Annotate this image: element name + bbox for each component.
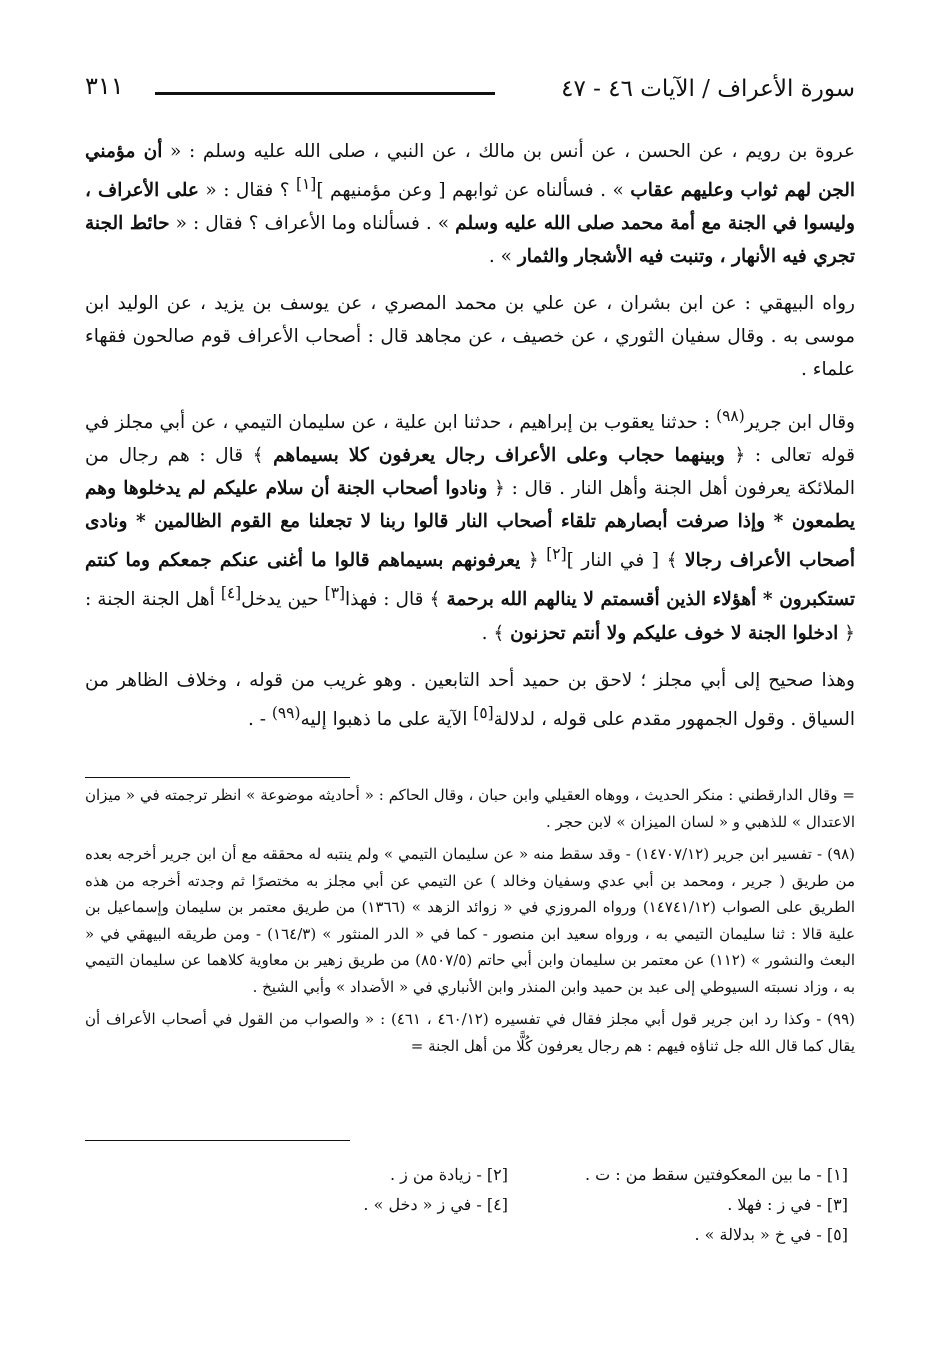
text-segment: رواه البيهقي : عن ابن بشران ، عن علي بن محمد المصري ، عن يوسف بن يزيد ، عن الوليد ابن موسى به . وقال سفيان الثوري ، عن خصيف ، عن مجاهد قال : أصحاب الأعراف قوم صالحون فقهاء علماء .: [85, 293, 855, 381]
quoted-text: ونادوا أصحاب الجنة أن سلام عليكم لم يدخلوها وهم يطمعون * وإذا صرفت أبصارهم تلقاء أصحاب النار قالوا ربنا لا تجعلنا مع القوم الظالمين * ونادى أصحاب الأعراف رجالا: [85, 478, 855, 572]
quoted-text: على الأعراف ، وليسوا في الجنة مع أمة محمد صلى الله عليه وسلم: [85, 180, 855, 235]
variant-row: [88, 1190, 848, 1220]
footnote-marker: [١]: [296, 175, 317, 193]
text-segment: » .: [488, 246, 518, 268]
text-segment: ﴾ قال : فهذا: [344, 589, 447, 611]
text-segment: » . فسألناه وما الأعراف ؟ فقال : «: [169, 213, 456, 235]
paragraph: [85, 400, 855, 649]
running-title: سورة الأعراف / الآيات ٤٦ - ٤٧: [561, 76, 855, 102]
text-segment: ﴾ قال : هم رجال من الملائكة يعرفون أهل الجنة وأهل النار . قال : ﴿: [85, 445, 856, 500]
footnote-marker: [٣]: [324, 584, 345, 603]
text-segment: حين يدخل: [241, 589, 325, 611]
paragraph: [85, 287, 855, 386]
text-segment: ﴿: [520, 550, 547, 572]
footnote-98: (٩٨) - تفسير ابن جرير (١٤٧٠٧/١٢) - وقد سقط منه « عن سليمان التيمي » ولم ينتبه له محققه مع أن ابن جرير أخرجه بعده من طريق ( جرير ، ومحمد بن أبي عدي وسفيان وخالد ) عن التيمي عن أبي مجلز به مختصرًا ثم وجدته أخرجه من هذه الطريق على الصواب (١٤٧٤١/١٢) ورواه المروزي في « زوائد الزهد » (١٣٦٦) من طريق معتمر بن سليمان وإسماعيل بن علية قالا : ثنا سليمان التيمي به ، ورواه سعيد ابن منصور - كما في « الدر المنثور » (١٦٤/٣) - ومن طريقه البيهقي في « البعث والنشور » (١١٢) عن معتمر بن سليمان وابن أبي حاتم (٨٥٠٧/٥) من طريق زهير بن معاوية كلاهما عن سليمان التيمي به ، وزاد نسبته السيوطي إلى عبد بن حميد وابن المنذر وابن الأنباري في « الأضداد » وأبي الشيخ .: [85, 845, 856, 996]
page-number: ٣١١: [85, 72, 124, 100]
main-text: [85, 135, 855, 750]
text-segment: ﴾ .: [481, 622, 511, 644]
quoted-text: ادخلوا الجنة لا خوف عليكم ولا أنتم تحزنون: [510, 622, 839, 644]
footnote-marker: (٩٨): [716, 407, 745, 426]
text-segment: أهل الجنة الجنة : ﴿: [85, 589, 855, 644]
variant-2: [٢] - زيادة من ز .: [389, 1165, 508, 1184]
textual-variants: [88, 1160, 848, 1250]
footnote-marker: [٢]: [546, 545, 567, 564]
quoted-text: وبينهما حجاب وعلى الأعراف رجال يعرفون كلا بسيماهم: [273, 445, 725, 467]
quoted-text: أن مؤمني الجن لهم ثواب وعليهم عقاب: [85, 141, 855, 202]
footnote-separator: [85, 777, 350, 778]
text-segment: » . فسألناه عن ثوابهم [ وعن مؤمنيهم ]: [316, 180, 631, 202]
footnote-marker: (٩٩): [271, 703, 301, 722]
text-segment: ؟ فقال : «: [198, 180, 296, 202]
variant-row: [88, 1220, 848, 1250]
variants-separator: [85, 1140, 350, 1141]
quoted-text: يعرفونهم بسيماهم قالوا ما أغنى عنكم جمعكم وما كنتم تستكبرون * أهؤلاء الذين أقسمتم لا ينالهم الله برحمة: [85, 550, 855, 611]
text-segment: : حدثنا يعقوب بن إبراهيم ، حدثنا ابن علية ، عن سليمان التيمي ، عن أبي مجلز في قوله تعالى : ﴿: [85, 412, 855, 467]
variant-row: [88, 1160, 848, 1190]
footnote-continuation: = وقال الدارقطني : منكر الحديث ، ووهاه العقيلي وابن حبان ، وقال الحاكم : « أحاديثه موضوعة » انظر ترجمته في « ميزان الاعتدال » للذهبي و « لسان الميزان » لابن حجر .: [85, 786, 855, 831]
variant-5: [٥] - في خ « بدلالة » .: [694, 1225, 848, 1244]
text-segment: الآية على ما ذهبوا إليه: [300, 708, 474, 730]
header-rule: [155, 92, 495, 95]
footnote-marker: [٥]: [473, 703, 494, 722]
page-header: [85, 70, 855, 110]
text-segment: وقال ابن جرير: [744, 412, 855, 434]
text-segment: عروة بن رويم ، عن الحسن ، عن أنس بن مالك ، عن النبي ، صلى الله عليه وسلم : «: [162, 141, 855, 162]
quoted-text: حائط الجنة تجري فيه الأنهار ، وتنبت فيه الأشجار والثمار: [85, 213, 855, 268]
text-segment: ﴾ [ في النار ]: [566, 550, 686, 572]
footnote-marker: [٤]: [220, 584, 242, 603]
variant-1: [١] - ما بين المعكوفتين سقط من : ت .: [584, 1165, 848, 1184]
variant-3: [٣] - في ز : فهلا .: [727, 1195, 848, 1214]
text-segment: وهذا صحيح إلى أبي مجلز ؛ لاحق بن حميد أحد التابعين . وهو غريب من قوله ، وخلاف الظاهر من السياق . وقول الجمهور مقدم على قوله ، لدلالة: [85, 669, 855, 730]
variant-4: [٤] - في ز « دخل » .: [363, 1195, 508, 1214]
footnotes: [85, 782, 855, 1065]
paragraph: [85, 135, 855, 273]
text-segment: - .: [247, 708, 272, 730]
footnote-99: (٩٩) - وكذا رد ابن جرير قول أبي مجلز فقال في تفسيره (٤٦٠/١٢ ، ٤٦١) : « والصواب من القول في أصحاب الأعراف أن يقال كما قال الله جل ثناؤه فيهم : هم رجال يعرفون كُلًّا من أهل الجنة =: [85, 1010, 855, 1055]
paragraph: [85, 664, 855, 736]
